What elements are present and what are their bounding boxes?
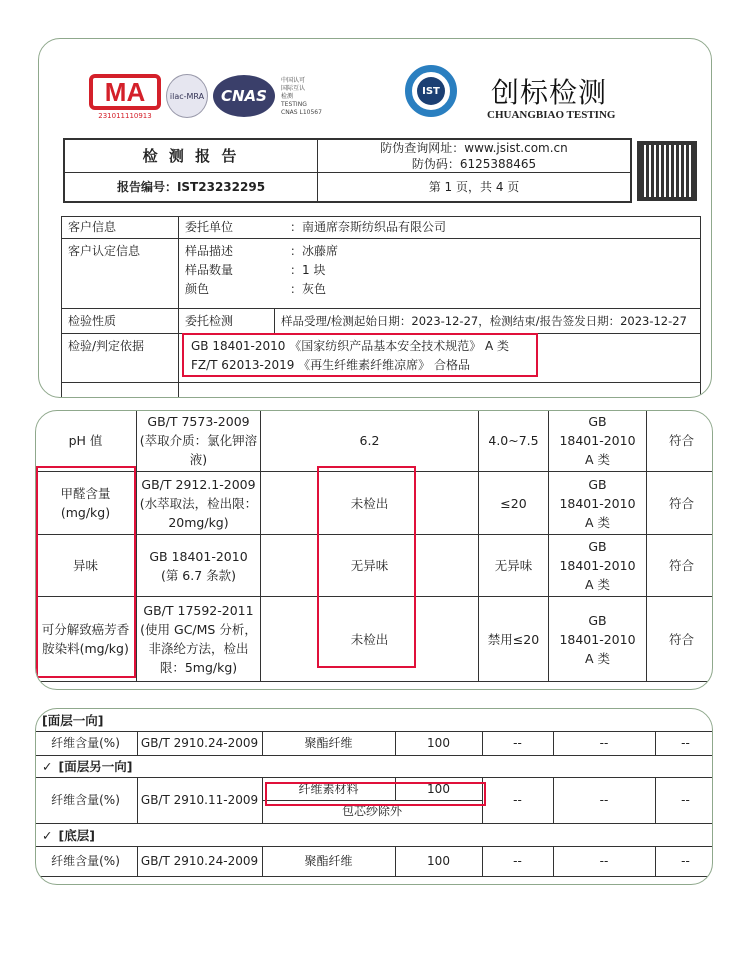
inspection-nature-value: 委托检测 (178, 308, 275, 334)
test-result-cell: 未检出 (260, 596, 479, 682)
check-icon: ✓ (42, 759, 53, 774)
items-highlight (36, 466, 136, 678)
ilac-mra-logo: ilac-MRA (166, 74, 208, 118)
test-method-cell: GB/T 2912.1-2009 (水萃取法，检出限： 20mg/kg) (136, 471, 261, 535)
client-info-value: 委托单位 ：南通席奈斯纺织品有限公司 (178, 216, 701, 239)
test-limit-cell: 无异味 (478, 534, 549, 597)
test-results-panel (35, 410, 713, 690)
page-info: 第 1 页，共 4 页 (317, 172, 632, 203)
fiber-c1-cell: -- (482, 732, 554, 756)
report-number: 报告编号：IST23232295 (63, 172, 318, 203)
fiber-fiber-cell: 纤维素材料 (262, 778, 396, 801)
basis-label: 检验/判定依据 (61, 333, 179, 383)
brand-name-cn: 创标检测 (491, 76, 608, 109)
customer-confirmed-value: 样品描述 ：冰藤席 样品数量 ：1 块 颜色 ：灰色 (178, 238, 701, 309)
test-result-cell: 未检出 (260, 471, 479, 535)
section-title (36, 709, 713, 732)
test-result-cell: 6.2 (260, 410, 479, 472)
test-limit-cell: 禁用≤20 (478, 596, 549, 682)
fiber-value-cell: 100 (395, 732, 483, 756)
fiber-highlight (265, 782, 486, 806)
check-icon: ✓ (42, 828, 53, 843)
fiber-method-cell: GB/T 2910.11-2009 (137, 778, 263, 824)
test-standard-cell: GB 18401-2010 A 类 (548, 534, 647, 597)
section-title-text: [面层一向] (42, 713, 104, 728)
test-verdict-cell: 符合 (646, 596, 713, 682)
test-method-cell: GB/T 17592-2011 (使用 GC/MS 分析， 非涤纶方法，检出 限：5mg/kg) (136, 596, 261, 682)
test-result-cell: 无异味 (260, 534, 479, 597)
fiber-c3-cell: -- (655, 778, 713, 824)
test-verdict-cell: 符合 (646, 410, 713, 472)
report-title: 检 测 报 告 (63, 138, 318, 173)
section-title-text: [面层另一向] (58, 759, 133, 774)
fiber-item-cell: 纤维含量(%) (35, 847, 138, 877)
qr-code[interactable] (637, 141, 697, 201)
fiber-c2-cell: -- (553, 778, 656, 824)
test-standard-cell: GB 18401-2010 A 类 (548, 596, 647, 682)
fiber-c3-cell: -- (655, 847, 713, 877)
section-title-text: [底层] (58, 828, 95, 843)
fiber-fiber-cell: 聚酯纤维 (262, 732, 396, 756)
basis-value: GB 18401-2010 《国家纺织产品基本安全技术规范》 A 类 FZ/T 62013-2019 《再生纤维素纤维凉席》 合格品 (178, 333, 701, 383)
fiber-c3-cell: -- (655, 732, 713, 756)
test-limit-cell: 4.0~7.5 (478, 410, 549, 472)
fiber-c1-cell: -- (482, 778, 554, 824)
fiber-item-cell: 纤维含量(%) (35, 732, 138, 756)
fiber-note: 包芯纱除外 (262, 800, 483, 824)
results-highlight (317, 466, 416, 668)
client-info-label: 客户信息 (61, 216, 179, 239)
fiber-method-cell: GB/T 2910.24-2009 (137, 732, 263, 756)
test-method-cell: GB 18401-2010 (第 6.7 条款) (136, 534, 261, 597)
test-item-cell: pH 值 (35, 410, 137, 472)
test-item-cell: 甲醛含量 (mg/kg) (35, 471, 137, 535)
inspection-dates: 样品受理/检测起始日期：2023-12-27，检测结束/报告签发日期：2023-12-27 (274, 308, 701, 334)
test-item-cell: 可分解致癌芳香 胺染料(mg/kg) (35, 596, 137, 682)
inspection-nature-label: 检验性质 (61, 308, 179, 334)
cma-logo: MA 231011110913 (89, 74, 161, 124)
fiber-c2-cell: -- (553, 732, 656, 756)
basis-highlight (182, 333, 538, 377)
cnas-logo: CNAS (213, 75, 275, 117)
verify-info: 防伪查询网址：www.jsist.com.cn 防伪码：6125388465 (317, 138, 632, 173)
section-title (36, 824, 713, 847)
fiber-item-cell: 纤维含量(%) (35, 778, 138, 824)
fiber-value-cell: 100 (395, 778, 483, 801)
fiber-c2-cell: -- (553, 847, 656, 877)
conclusion-value-cut (178, 382, 701, 398)
test-standard-cell: GB 18401-2010 A 类 (548, 410, 647, 472)
fiber-method-cell: GB/T 2910.24-2009 (137, 847, 263, 877)
report-header-panel (38, 38, 712, 398)
cnas-caption: 中国认可 国际互认 检测 TESTING CNAS L10567 (281, 77, 322, 116)
test-verdict-cell: 符合 (646, 534, 713, 597)
fiber-c1-cell: -- (482, 847, 554, 877)
fiber-content-panel (35, 708, 713, 885)
ist-logo: IST (405, 65, 457, 117)
conclusion-row-cut (61, 382, 179, 398)
section-title (36, 755, 713, 778)
brand-name-en: CHUANGBIAO TESTING (487, 109, 616, 121)
test-standard-cell: GB 18401-2010 A 类 (548, 471, 647, 535)
test-verdict-cell: 符合 (646, 471, 713, 535)
fiber-value-cell: 100 (395, 847, 483, 877)
test-item-cell: 异味 (35, 534, 137, 597)
test-method-cell: GB/T 7573-2009 (萃取介质：氯化钾溶液) (136, 410, 261, 472)
fiber-fiber-cell: 聚酯纤维 (262, 847, 396, 877)
customer-confirmed-label: 客户认定信息 (61, 238, 179, 309)
test-limit-cell: ≤20 (478, 471, 549, 535)
